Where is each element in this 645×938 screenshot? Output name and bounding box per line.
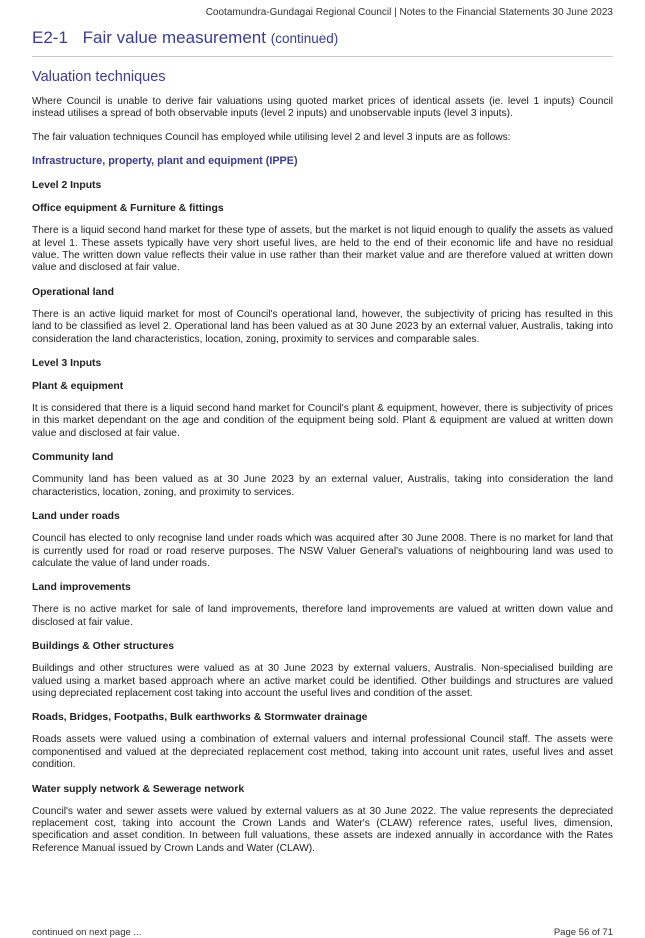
level3-heading: Level 3 Inputs	[32, 358, 102, 370]
office-equipment-text: There is a liquid second hand market for these type of assets, but the market is not liquid enough to qualify the assets as valued at level 1. These assets typically have very short useful lives, are held to the end of their economic life and have no residual value. The written down value reflects their value in use rather than their market value and are therefore valued at written down value and disclosed at fair value.	[32, 225, 613, 274]
land-under-roads-heading: Land under roads	[32, 511, 120, 523]
page-number: Page 56 of 71	[553, 927, 613, 938]
plant-equipment-text: It is considered that there is a liquid second hand market for Council's plant & equipment, however, there is subjectivity of prices in this market dependant on the age and condition of the equipment being sold. Plant & equipment are valued at written down value and disclosed at fair value.	[32, 403, 613, 439]
running-header: Cootamundra-Gundagai Regional Council | Notes to the Financial Statements 30 June 2023	[205, 7, 613, 18]
note-number: E2-1	[32, 28, 68, 47]
land-improvements-heading: Land improvements	[32, 582, 131, 594]
header-divider	[32, 56, 613, 57]
continued-label: (continued)	[270, 31, 339, 46]
water-sewer-text: Council's water and sewer assets were valued by external valuers as at 30 June 2022. The value represents the depreciated replacement cost, taking into account the Crown Lands and Water's (CLAW) reference rates, useful lives, dimension, specification and asset condition. In between full valuations, these assets are indexed annually in accordance with the Rates Reference Manual issued by Crown Lands and Water (CLAW).	[32, 805, 613, 854]
roads-text: Roads assets were valued using a combination of external valuers and internal professional Council staff. The assets were componentised and valued at the depreciated replacement cost method, taking into account unit rates, useful lives and asset condition.	[32, 734, 613, 771]
section-heading: Valuation techniques	[32, 69, 166, 85]
main-content	[32, 68, 613, 866]
land-improvements-text: There is no active market for sale of land improvements, therefore land improvements are valued at written down value and disclosed at fair value.	[32, 604, 613, 628]
plant-equipment-heading: Plant & equipment	[32, 381, 124, 393]
office-equipment-heading: Office equipment & Furniture & fittings	[32, 203, 224, 215]
continued-footer: continued on next page ...	[32, 927, 142, 938]
intro-paragraph-2: The fair valuation techniques Council has employed while utilising level 2 and level 3 inputs are as follows:	[32, 131, 511, 143]
water-sewer-heading: Water supply network & Sewerage network	[32, 783, 245, 795]
land-under-roads-text: Council has elected to only recognise land under roads which was acquired after 30 June 2008. There is no market for land that is currently used for road or road reserve purposes. The NSW Valuer General's valuations of neighbouring land was used to calculate the value of land under roads.	[32, 533, 613, 569]
intro-paragraph-1: Where Council is unable to derive fair valuations using quoted market prices of identical assets (ie. level 1 inputs) Council instead utilises a spread of both observable inputs (level 2 inputs) and unobservable inputs (level 3 inputs).	[32, 96, 613, 120]
page	[32, 0, 613, 935]
roads-heading: Roads, Bridges, Footpaths, Bulk earthworks & Stormwater drainage	[32, 712, 368, 724]
community-land-text: Community land has been valued as at 30 June 2023 by an external valuer, Australis, taking into consideration the land characteristics, location, zoning, and proximity to services.	[32, 474, 613, 498]
buildings-heading: Buildings & Other structures	[32, 641, 175, 653]
ippe-heading: Infrastructure, property, plant and equipment (IPPE)	[32, 155, 298, 168]
operational-land-text: There is an active liquid market for most of Council's operational land, however, the subjectivity of pricing has resulted in this land to be classified as level 2. Operational land has been valued as at 30 June 2023 by an external valuer, Australis, taking into consideration the land characteristics, location, zoning, proximity to services and comparable sales.	[32, 308, 613, 345]
note-title: Fair value measurement	[82, 28, 266, 47]
operational-land-heading: Operational land	[32, 286, 114, 298]
buildings-text: Buildings and other structures were valued as at 30 June 2023 by external valuers, Australis. Non-specialised building are valued using a market based approach where an active market could be identified. Other buildings and structures are valued using depreciated replacement cost taking into account the useful lives and condition of the asset.	[32, 663, 613, 699]
page-title	[32, 28, 613, 48]
community-land-heading: Community land	[32, 452, 114, 464]
level2-heading: Level 2 Inputs	[32, 180, 102, 192]
